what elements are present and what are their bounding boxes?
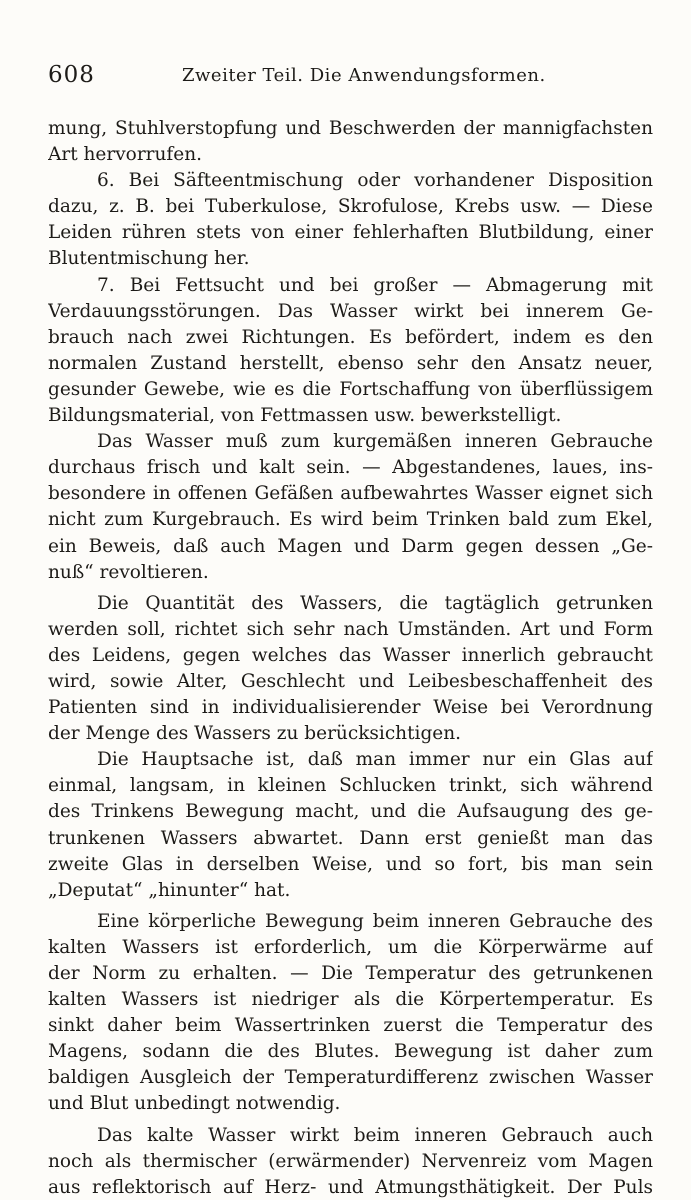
text-line: wird, sowie Alter, Geschlecht und Leibesbeschaffenheit des: [48, 670, 653, 692]
text-line: ein Beweis, daß auch Magen und Darm gegen dessen „Ge-: [48, 535, 653, 557]
text-line: einmal, langsam, in kleinen Schlucken trinkt, sich während: [48, 775, 653, 797]
text-line: Magens, sodann die des Blutes. Bewegung ist daher zum: [48, 1041, 653, 1063]
text-line: der Norm zu erhalten. — Die Temperatur des getrunkenen: [48, 963, 653, 984]
text-line: 6. Bei Säfteentmischung oder vorhandener Disposition: [97, 170, 653, 192]
text-line: Leiden rühren stets von einer fehlerhaften Blutbildung, einer: [48, 222, 653, 244]
text-line: durchaus frisch und kalt sein. — Abgestandenes, laues, ins-: [48, 457, 653, 479]
text-line: normalen Zustand herstellt, ebenso sehr den Ansatz neuer,: [48, 352, 653, 374]
text-line: und Blut unbedingt notwendig.: [48, 1093, 341, 1115]
text-line: kalten Wassers ist erforderlich, um die Körperwärme auf: [48, 936, 653, 958]
text-line: Blutentmischung her.: [48, 248, 250, 270]
text-line: Das Wasser muß zum kurgemäßen inneren Gebrauche: [97, 431, 653, 453]
text-line: werden soll, richtet sich sehr nach Umständen. Art und Form: [48, 618, 653, 640]
text-line: trunkenen Wassers abwartet. Dann erst genießt man das: [48, 827, 653, 849]
text-line: Verdauungsstörungen. Das Wasser wirkt bei innerem Ge-: [48, 300, 653, 322]
text-line: Eine körperliche Bewegung beim inneren Gebrauche des: [97, 910, 653, 932]
text-line: noch als thermischer (erwärmender) Nervenreiz vom Magen: [48, 1150, 653, 1172]
text-line: „Deputat“ „hinunter“ hat.: [48, 879, 291, 901]
text-line: des Leidens, gegen welches das Wasser innerlich gebraucht: [48, 644, 653, 666]
text-line: aus reflektorisch auf Herz- und Atmungsthätigkeit. Der Puls: [48, 1176, 653, 1198]
text-line: nicht zum Kurgebrauch. Es wird beim Trinken bald zum Ekel,: [48, 509, 653, 531]
running-head: Zweiter Teil. Die Anwendungsformen.: [182, 65, 546, 86]
text-line: mung, Stuhlverstopfung und Beschwerden der mannigfachsten: [48, 118, 653, 139]
text-line: der Menge des Wassers zu berücksichtigen.: [48, 723, 462, 745]
text-line: Art hervorrufen.: [48, 144, 203, 166]
text-line: Patienten sind in individualisierender Weise bei Verordnung: [48, 697, 653, 719]
text-line: gesunder Gewebe, wie es die Fortschaffung von überflüssigem: [48, 378, 653, 400]
page-number: 608: [48, 62, 95, 88]
text-line: Das kalte Wasser wirkt beim inneren Gebrauch auch: [97, 1124, 653, 1146]
text-line: dazu, z. B. bei Tuberkulose, Skrofulose, Krebs usw. — Diese: [48, 196, 653, 218]
text-line: zweite Glas in derselben Weise, und so fort, bis man sein: [48, 853, 653, 875]
text-line: Die Quantität des Wassers, die tagtäglich getrunken: [97, 592, 653, 614]
text-line: sinkt daher beim Wassertrinken zuerst die Temperatur des: [48, 1015, 653, 1037]
body-text: [48, 116, 653, 1201]
text-line: baldigen Ausgleich der Temperaturdifferenz zwischen Wasser: [48, 1067, 653, 1089]
text-line: des Trinkens Bewegung macht, und die Aufsaugung des ge-: [48, 801, 653, 823]
text-line: Die Hauptsache ist, daß man immer nur ein Glas auf: [97, 749, 653, 771]
text-line: Bildungsmaterial, von Fettmassen usw. bewerkstelligt.: [48, 405, 562, 427]
text-line: nuß“ revoltieren.: [48, 561, 209, 583]
page-header: [48, 62, 653, 96]
text-line: brauch nach zwei Richtungen. Es befördert, indem es den: [48, 326, 653, 348]
text-line: 7. Bei Fettsucht und bei großer — Abmagerung mit: [97, 274, 653, 296]
text-line: kalten Wassers ist niedriger als die Körpertemperatur. Es: [48, 989, 653, 1011]
text-line: besondere in offenen Gefäßen aufbewahrtes Wasser eignet sich: [48, 483, 653, 505]
